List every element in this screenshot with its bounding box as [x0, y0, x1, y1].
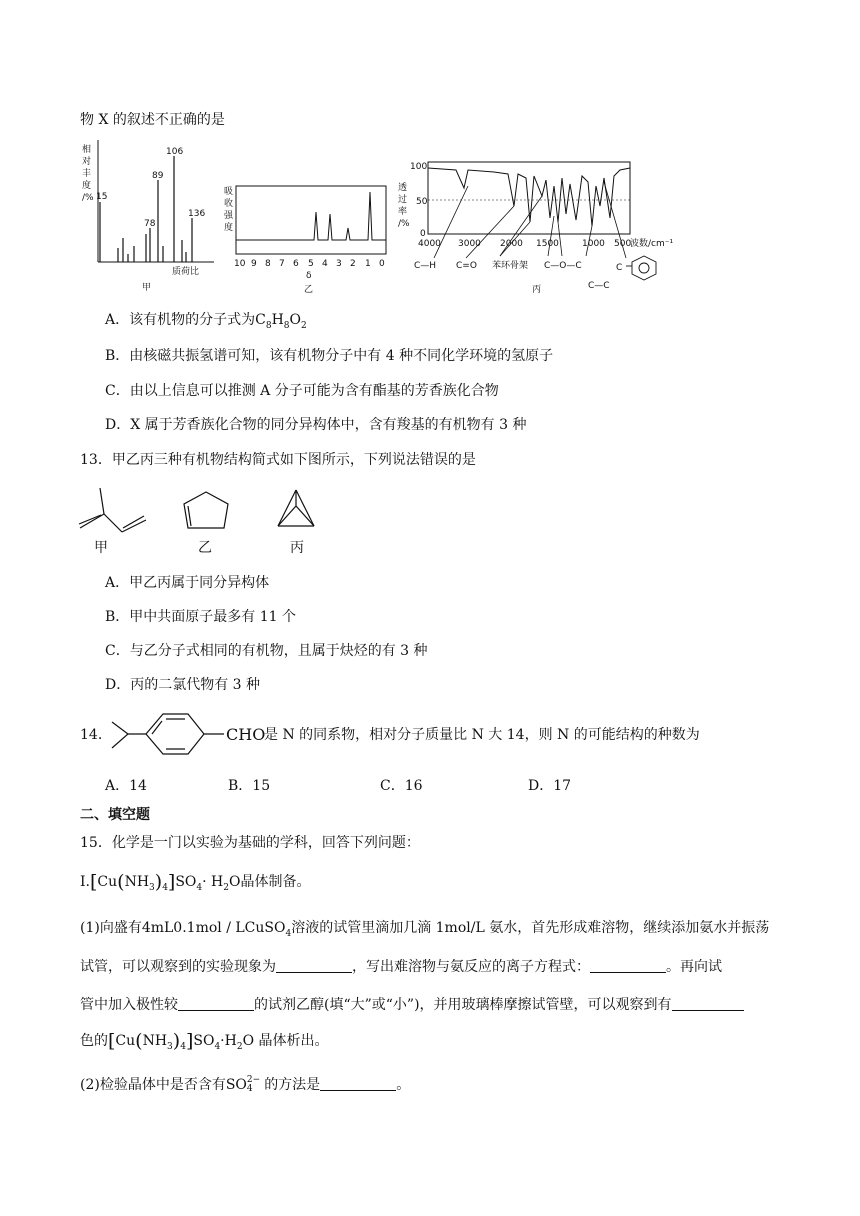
nmr-tick-3: 3	[336, 259, 342, 269]
ms-label-15: 15	[96, 192, 108, 202]
ms-label-89: 89	[152, 171, 164, 181]
ir-xtick-4000: 4000	[418, 239, 441, 249]
ir-xtick-1500: 1500	[536, 239, 559, 249]
q14-option-a[interactable]: A．14	[105, 778, 147, 794]
q13-option-d[interactable]: D．丙的二氯代物有 3 种	[105, 677, 261, 693]
nmr-tick-9: 9	[251, 259, 257, 269]
q14-option-d[interactable]: D．17	[528, 778, 572, 794]
nmr-tick-5: 5	[308, 259, 314, 269]
mass-spectrum-figure	[78, 136, 218, 296]
blank-ionic-equation[interactable]	[590, 958, 666, 973]
blank-polarity[interactable]	[178, 996, 254, 1011]
q13-option-b[interactable]: B．甲中共面原子最多有 11 个	[105, 609, 297, 625]
q12-option-b[interactable]: B．由核磁共振氢谱可知，该有机物分子中有 4 种不同化学环境的氢原子	[105, 348, 554, 364]
nmr-tick-10: 10	[234, 259, 246, 269]
nmr-ylabel-3: 度	[224, 223, 234, 233]
ir-ylabel-3: /%	[398, 219, 410, 229]
nmr-ylabel-0: 吸	[224, 187, 234, 197]
q15-p1-line1: (1)向盛有4mL0.1mol / LCuSO$_4$溶液的试管里滴加几滴 1mol/L 氨水，首先形成难溶物，继续添加氨水并振荡	[80, 920, 770, 939]
q12-option-c[interactable]: C．由以上信息可以推测 A 分子可能为含有酯基的芳香族化合物	[105, 383, 499, 399]
q14-number: 14．	[80, 727, 112, 743]
ms-label-106: 106	[166, 147, 184, 157]
nmr-tick-8: 8	[265, 259, 271, 269]
q15-p1-line4: 色的$[Cu(NH_3)_4]SO_4\cdot H_2O$ 晶体析出。	[80, 1030, 329, 1052]
ms-ylabel-4: /%	[82, 193, 94, 203]
ir-ylabel-2: 率	[398, 207, 408, 217]
nmr-ylabel-2: 强	[224, 211, 234, 221]
ir-band-cc: C—C	[588, 281, 610, 291]
q15-stem: 15．化学是一门以实验为基础的学科，回答下列问题：	[80, 835, 420, 851]
ir-spectrum-figure	[396, 156, 686, 296]
blank-sulfate-test[interactable]	[320, 1076, 396, 1091]
nmr-tick-4: 4	[322, 259, 328, 269]
ir-band-coc: C—O—C	[544, 261, 582, 271]
nmr-tick-0: 0	[379, 259, 385, 269]
ms-label-136: 136	[188, 209, 206, 219]
label-jia: 甲	[94, 540, 108, 556]
ir-xtick-3000: 3000	[458, 239, 481, 249]
structure-yi	[184, 492, 228, 528]
ir-ylabel-1: 过	[398, 195, 408, 205]
ms-xlabel: 质荷比	[172, 267, 200, 277]
nmr-tick-7: 7	[279, 259, 285, 269]
ir-band-co: C=O	[456, 261, 477, 271]
nmr-tick-6: 6	[293, 259, 299, 269]
q14-cho: CHO	[226, 725, 266, 744]
q15-part2: (2)检验晶体中是否含有SO 2− 4 的方法是 。	[80, 1075, 411, 1094]
ir-ytick-0: 0	[420, 229, 426, 239]
structure-jia	[79, 488, 146, 532]
q14-structure	[108, 704, 228, 764]
nmr-tick-1: 1	[365, 259, 371, 269]
ir-ylabel-0: 透	[398, 183, 408, 193]
ms-ylabel-3: 度	[82, 181, 92, 191]
ms-ylabel-1: 对	[82, 157, 92, 167]
ir-band-aromatic: 苯环骨架	[492, 261, 529, 271]
ir-ytick-100: 100	[410, 162, 428, 172]
nmr-figure	[222, 180, 392, 298]
ir-benzene-sketch	[626, 256, 656, 280]
ir-ytick-50: 50	[416, 197, 428, 207]
blank-observation[interactable]	[276, 958, 352, 973]
ir-xtick-1000: 1000	[582, 239, 605, 249]
label-yi: 乙	[198, 540, 212, 556]
ms-ylabel-2: 丰	[82, 169, 92, 179]
section-heading: 二、填空题	[80, 807, 150, 823]
ir-trace	[428, 168, 630, 226]
q15-p1-line3: 管中加入极性较 的试剂乙醇(填“大”或“小”)，并用玻璃棒摩擦试管壁，可以观察到有	[80, 995, 744, 1015]
q14-option-b[interactable]: B．15	[228, 778, 271, 794]
q12-option-a[interactable]: A．该有机物的分子式为$C_8H_8O_2$	[105, 312, 307, 331]
ms-caption: 甲	[142, 283, 152, 293]
q12-stem-tail: 物 X 的叙述不正确的是	[80, 112, 225, 128]
ir-xunit: 波数/cm⁻¹	[630, 239, 674, 249]
q15-p1-line2: 试管，可以观察到的实验现象为 ，写出难溶物与氨反应的离子方程式： 。再向试	[80, 959, 722, 975]
ir-caption: 丙	[532, 285, 542, 295]
ms-label-78: 78	[144, 219, 156, 229]
ir-xtick-2000: 2000	[500, 239, 523, 249]
ir-xtick-500: 500	[614, 239, 632, 249]
q13-stem: 13．甲乙丙三种有机物结构简式如下图所示，下列说法错误的是	[80, 452, 476, 468]
nmr-caption: 乙	[304, 285, 314, 295]
nmr-xlabel: δ	[306, 271, 312, 281]
ms-ylabel-0: 相	[82, 145, 92, 155]
q14-option-c[interactable]: C．16	[380, 778, 423, 794]
q15-part1-title: $I.[Cu(NH_3)_4]SO_4\cdot H_2O$晶体制备。	[80, 871, 311, 893]
svg-text:C: C	[616, 263, 623, 273]
label-bing: 丙	[290, 540, 304, 556]
blank-color[interactable]	[672, 996, 744, 1011]
q14-stem: 是 N 的同系物，相对分子质量比 N 大 14，则 N 的可能结构的种数为	[264, 727, 700, 743]
nmr-ylabel-1: 收	[224, 199, 234, 209]
nmr-trace	[236, 192, 386, 240]
nmr-tick-2: 2	[350, 259, 356, 269]
q13-option-a[interactable]: A．甲乙丙属于同分异构体	[105, 575, 270, 591]
q13-option-c[interactable]: C．与乙分子式相同的有机物，且属于炔烃的有 3 种	[105, 643, 428, 659]
q12-option-d[interactable]: D．X 属于芳香族化合物的同分异构体中，含有羧基的有机物有 3 种	[105, 417, 527, 433]
structure-bing	[278, 490, 314, 526]
ir-band-ch: C—H	[414, 261, 437, 271]
q13-structures	[74, 484, 344, 558]
